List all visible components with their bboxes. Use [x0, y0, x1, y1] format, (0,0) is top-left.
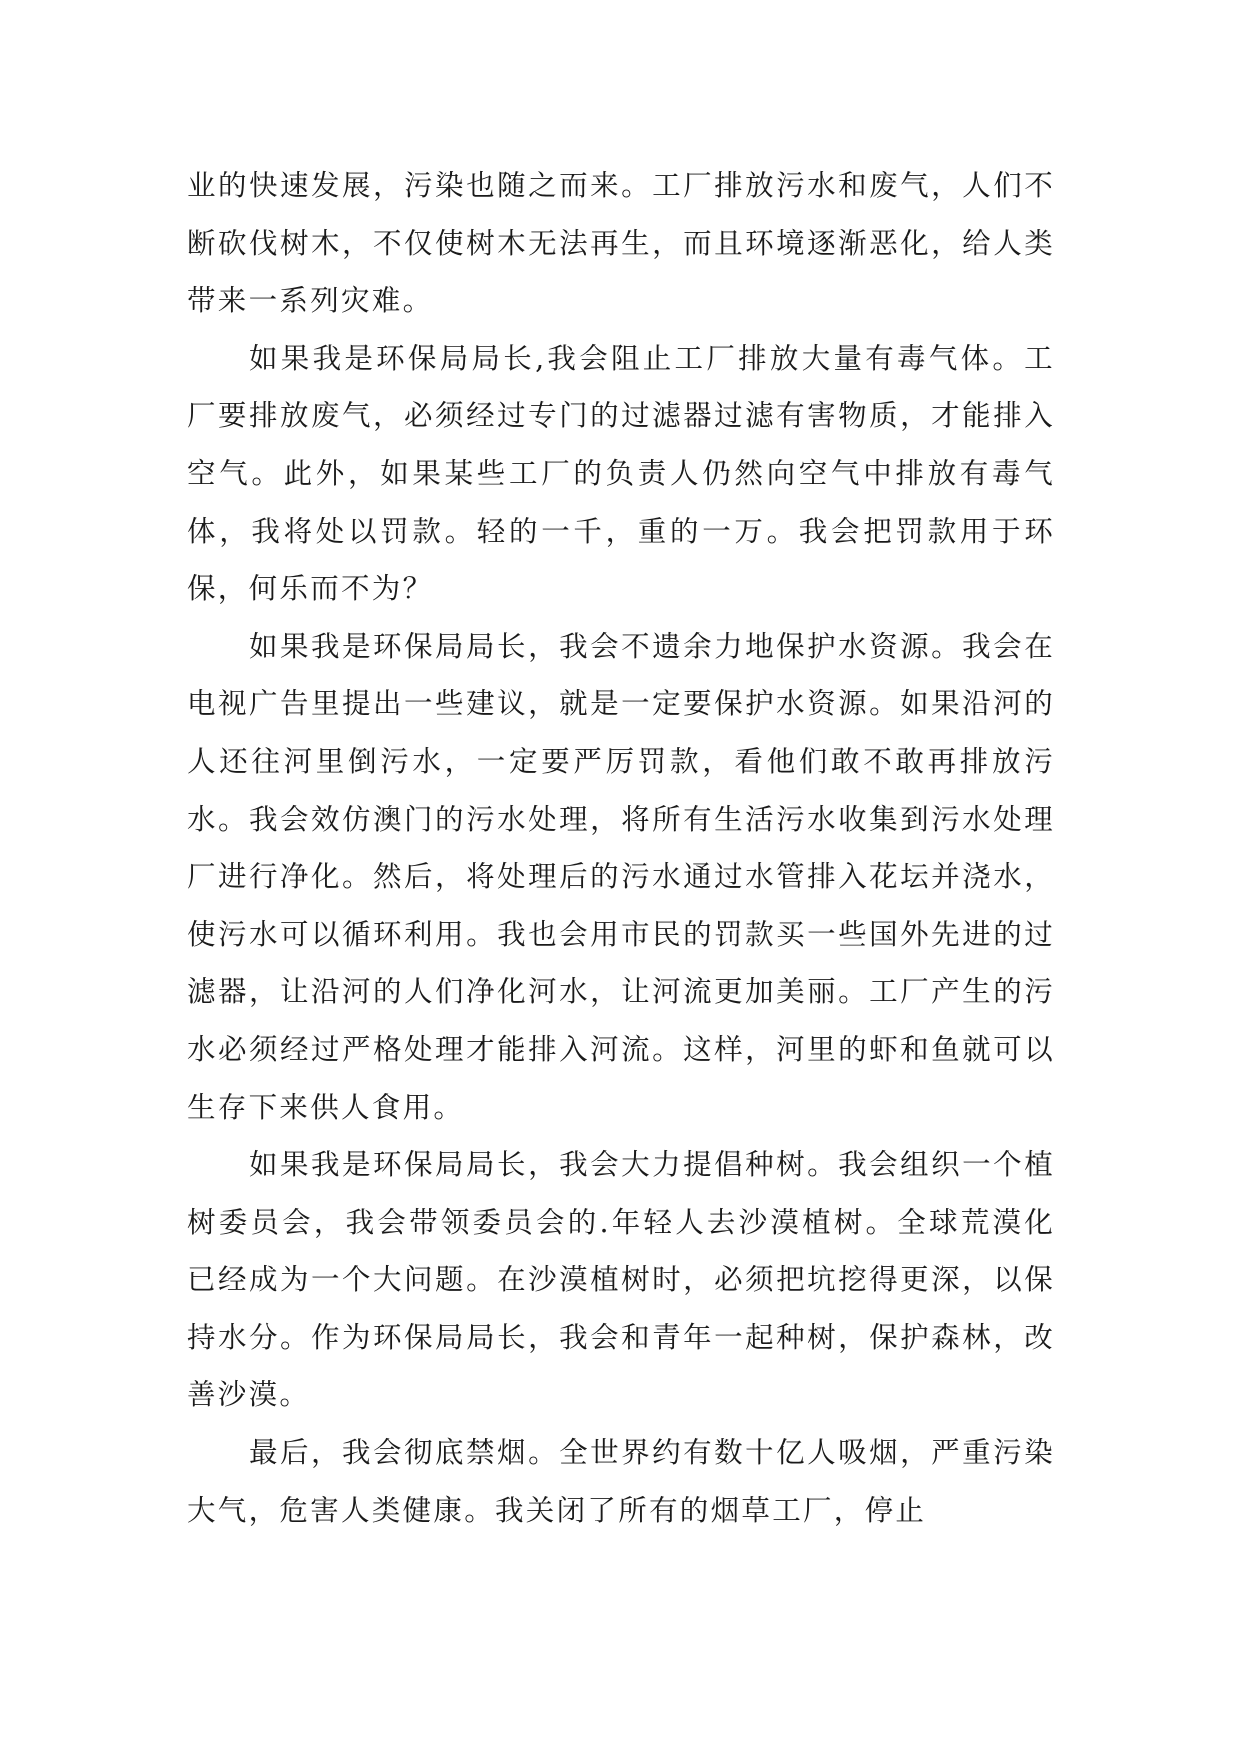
paragraph-2: 如果我是环保局局长,我会阻止工厂排放大量有毒气体。工厂要排放废气，必须经过专门的过滤器过滤有害物质，才能排入空气。此外，如果某些工厂的负责人仍然向空气中排放有毒气体，我将处以罚款。轻的一千，重的一万。我会把罚款用于环保，何乐而不为？	[187, 341, 1055, 606]
paragraph-1: 业的快速发展，污染也随之而来。工厂排放污水和废气，人们不断砍伐树木，不仅使树木无法再生，而且环境逐渐恶化，给人类带来一系列灾难。	[187, 169, 1055, 318]
document-body	[187, 157, 1055, 1539]
paragraph-5: 最后，我会彻底禁烟。全世界约有数十亿人吸烟，严重污染大气，危害人类健康。我关闭了所有的烟草工厂，停止	[187, 1436, 1055, 1527]
paragraph-4: 如果我是环保局局长，我会大力提倡种树。我会组织一个植树委员会，我会带领委员会的.年轻人去沙漠植树。全球荒漠化已经成为一个大问题。在沙漠植树时，必须把坑挖得更深，以保持水分。作为环保局局长，我会和青年一起种树，保护森林，改善沙漠。	[187, 1148, 1055, 1412]
paragraph-3: 如果我是环保局局长，我会不遗余力地保护水资源。我会在电视广告里提出一些建议，就是一定要保护水资源。如果沿河的人还往河里倒污水，一定要严厉罚款，看他们敢不敢再排放污水。我会效仿澳门的污水处理，将所有生活污水收集到污水处理厂进行净化。然后，将处理后的污水通过水管排入花坛并浇水，使污水可以循环利用。我也会用市民的罚款买一些国外先进的过滤器，让沿河的人们净化河水，让河流更加美丽。工厂产生的污水必须经过严格处理才能排入河流。这样，河里的虾和鱼就可以生存下来供人食用。	[187, 629, 1055, 1124]
